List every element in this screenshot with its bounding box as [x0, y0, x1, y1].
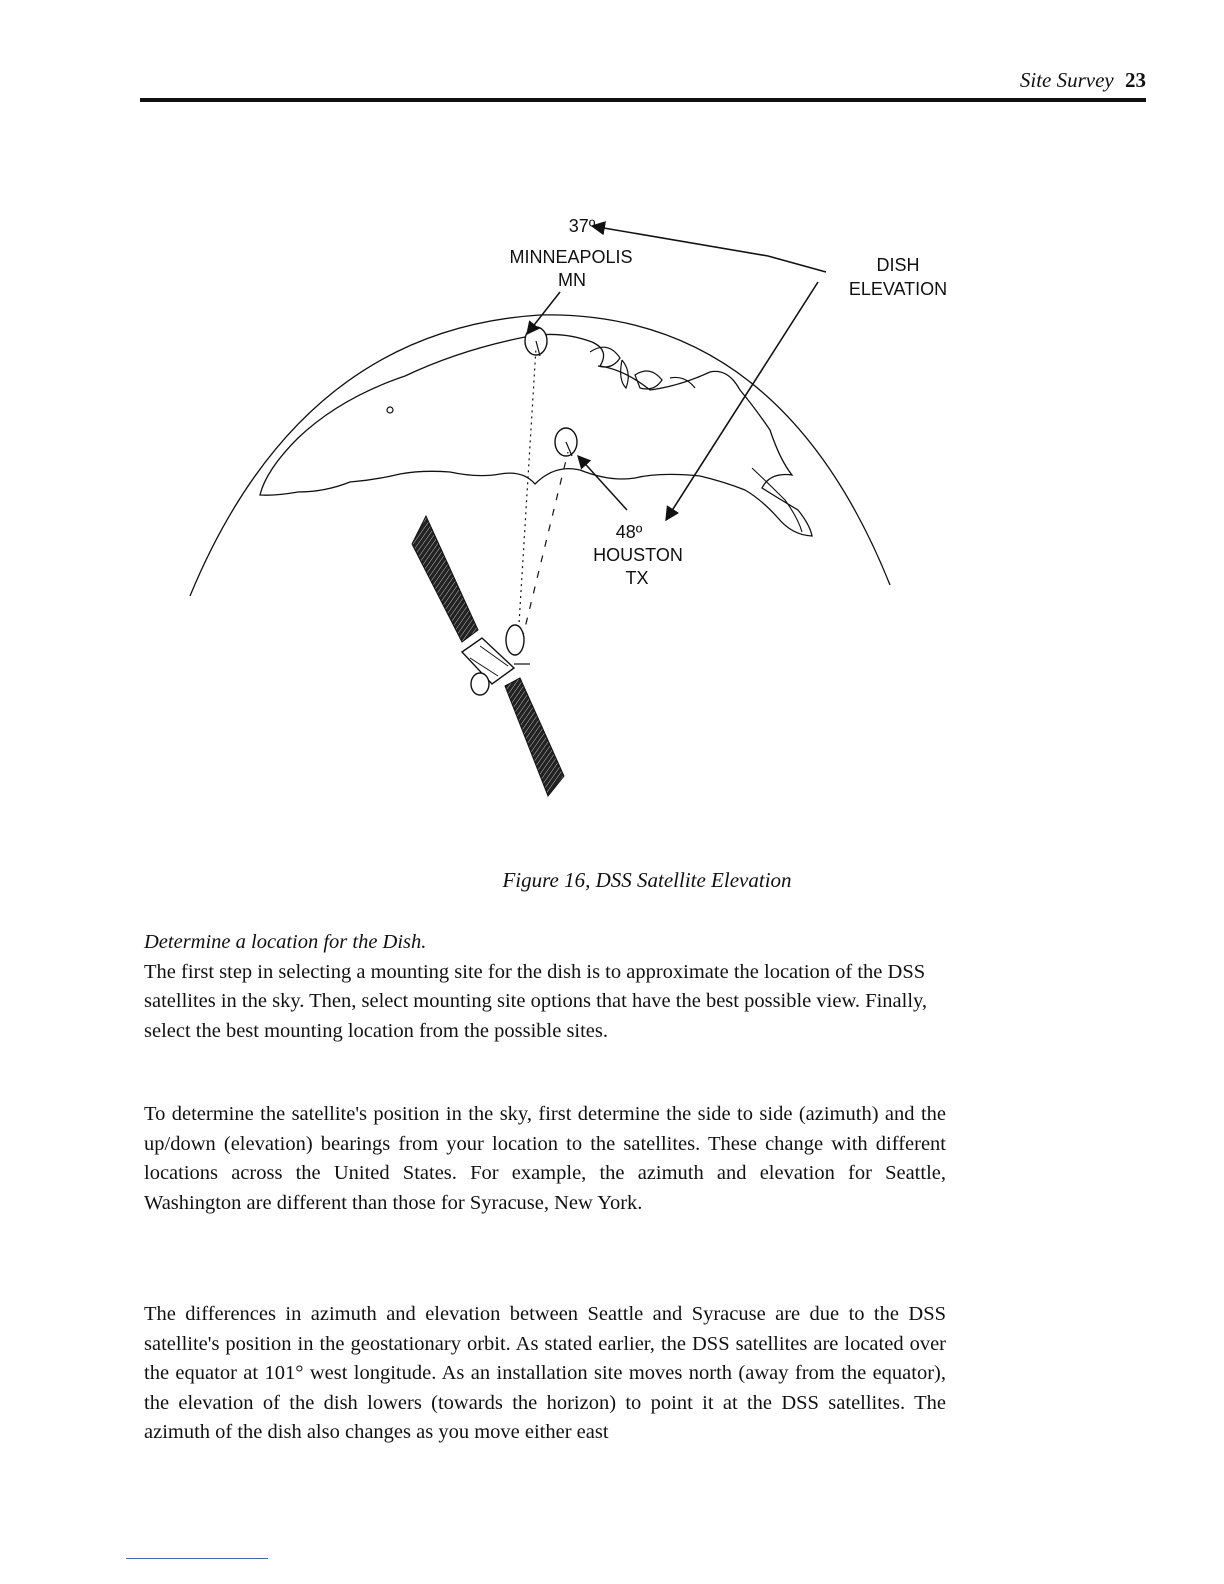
paragraph-2: To determine the satellite's position in the sky, first determine the side to side (azimuth) and the up/down (elevation) bearings from your location to the satellites. These change with different locations across the United States. For example, the azimuth and elevation for Seattle, Washington are different than those for Syracuse, New York.: [144, 1103, 946, 1214]
section-heading: Determine a location for the Dish.: [144, 931, 427, 953]
great-lakes-outline: [590, 347, 695, 389]
satellite-antenna-upper: [506, 625, 524, 655]
houston-state-label: TX: [625, 568, 649, 588]
houston-dish-marker: [555, 428, 577, 456]
satellite-antenna-lower: [471, 673, 489, 695]
running-head: [1020, 68, 1146, 93]
dish-elevation-pointer-48: [666, 282, 818, 520]
north-america-outline: [260, 334, 812, 536]
footnote-rule: [126, 1558, 268, 1559]
page-header: [140, 66, 1146, 100]
houston-city-label: HOUSTON: [593, 545, 683, 565]
header-rule: [140, 98, 1146, 102]
figure-dss-satellite-elevation: [180, 200, 980, 820]
figure-caption: Figure 16, DSS Satellite Elevation: [502, 868, 792, 892]
paragraph-1: The first step in selecting a mounting site for the dish is to approximate the location of the DSS satellites in the sky. Then, select mounting site options that have the best possible view. Finally, select the best mounting location from the possible sites.: [144, 960, 928, 1042]
houston-angle-label: 48º: [615, 522, 643, 542]
section-intro: [144, 928, 946, 1046]
section-title: Site Survey: [1019, 68, 1114, 92]
signal-line-minneapolis: [518, 348, 536, 640]
minneapolis-angle-label: 37º: [568, 216, 596, 236]
minneapolis-city-label: MINNEAPOLIS: [509, 247, 633, 267]
signal-line-houston: [522, 452, 568, 640]
minneapolis-label-pointer: [527, 292, 560, 334]
dss-satellite-icon: [412, 516, 564, 796]
satellite-elevation-diagram: [180, 200, 980, 820]
solar-panel-upper: [412, 516, 478, 642]
solar-panel-lower: [505, 678, 564, 796]
small-island-mark: [387, 407, 393, 413]
earth-limb: [190, 315, 890, 596]
dish-elevation-label-line2: ELEVATION: [848, 279, 948, 299]
houston-label-pointer: [578, 456, 627, 510]
minneapolis-state-label: MN: [558, 270, 586, 290]
paragraph-3: The differences in azimuth and elevation between Seattle and Syracuse are due to the DSS satellite's position in the geostationary orbit. As stated earlier, the DSS satellites are located over the equator at 101° west longitude. As an installation site moves north (away from the equator), the elevation of the dish lowers (towards the horizon) to point it at the DSS satellites. The azimuth of the dish also changes as you move either east: [144, 1303, 946, 1443]
page-number: 23: [1125, 68, 1146, 92]
dish-elevation-label-line1: DISH: [876, 255, 920, 275]
